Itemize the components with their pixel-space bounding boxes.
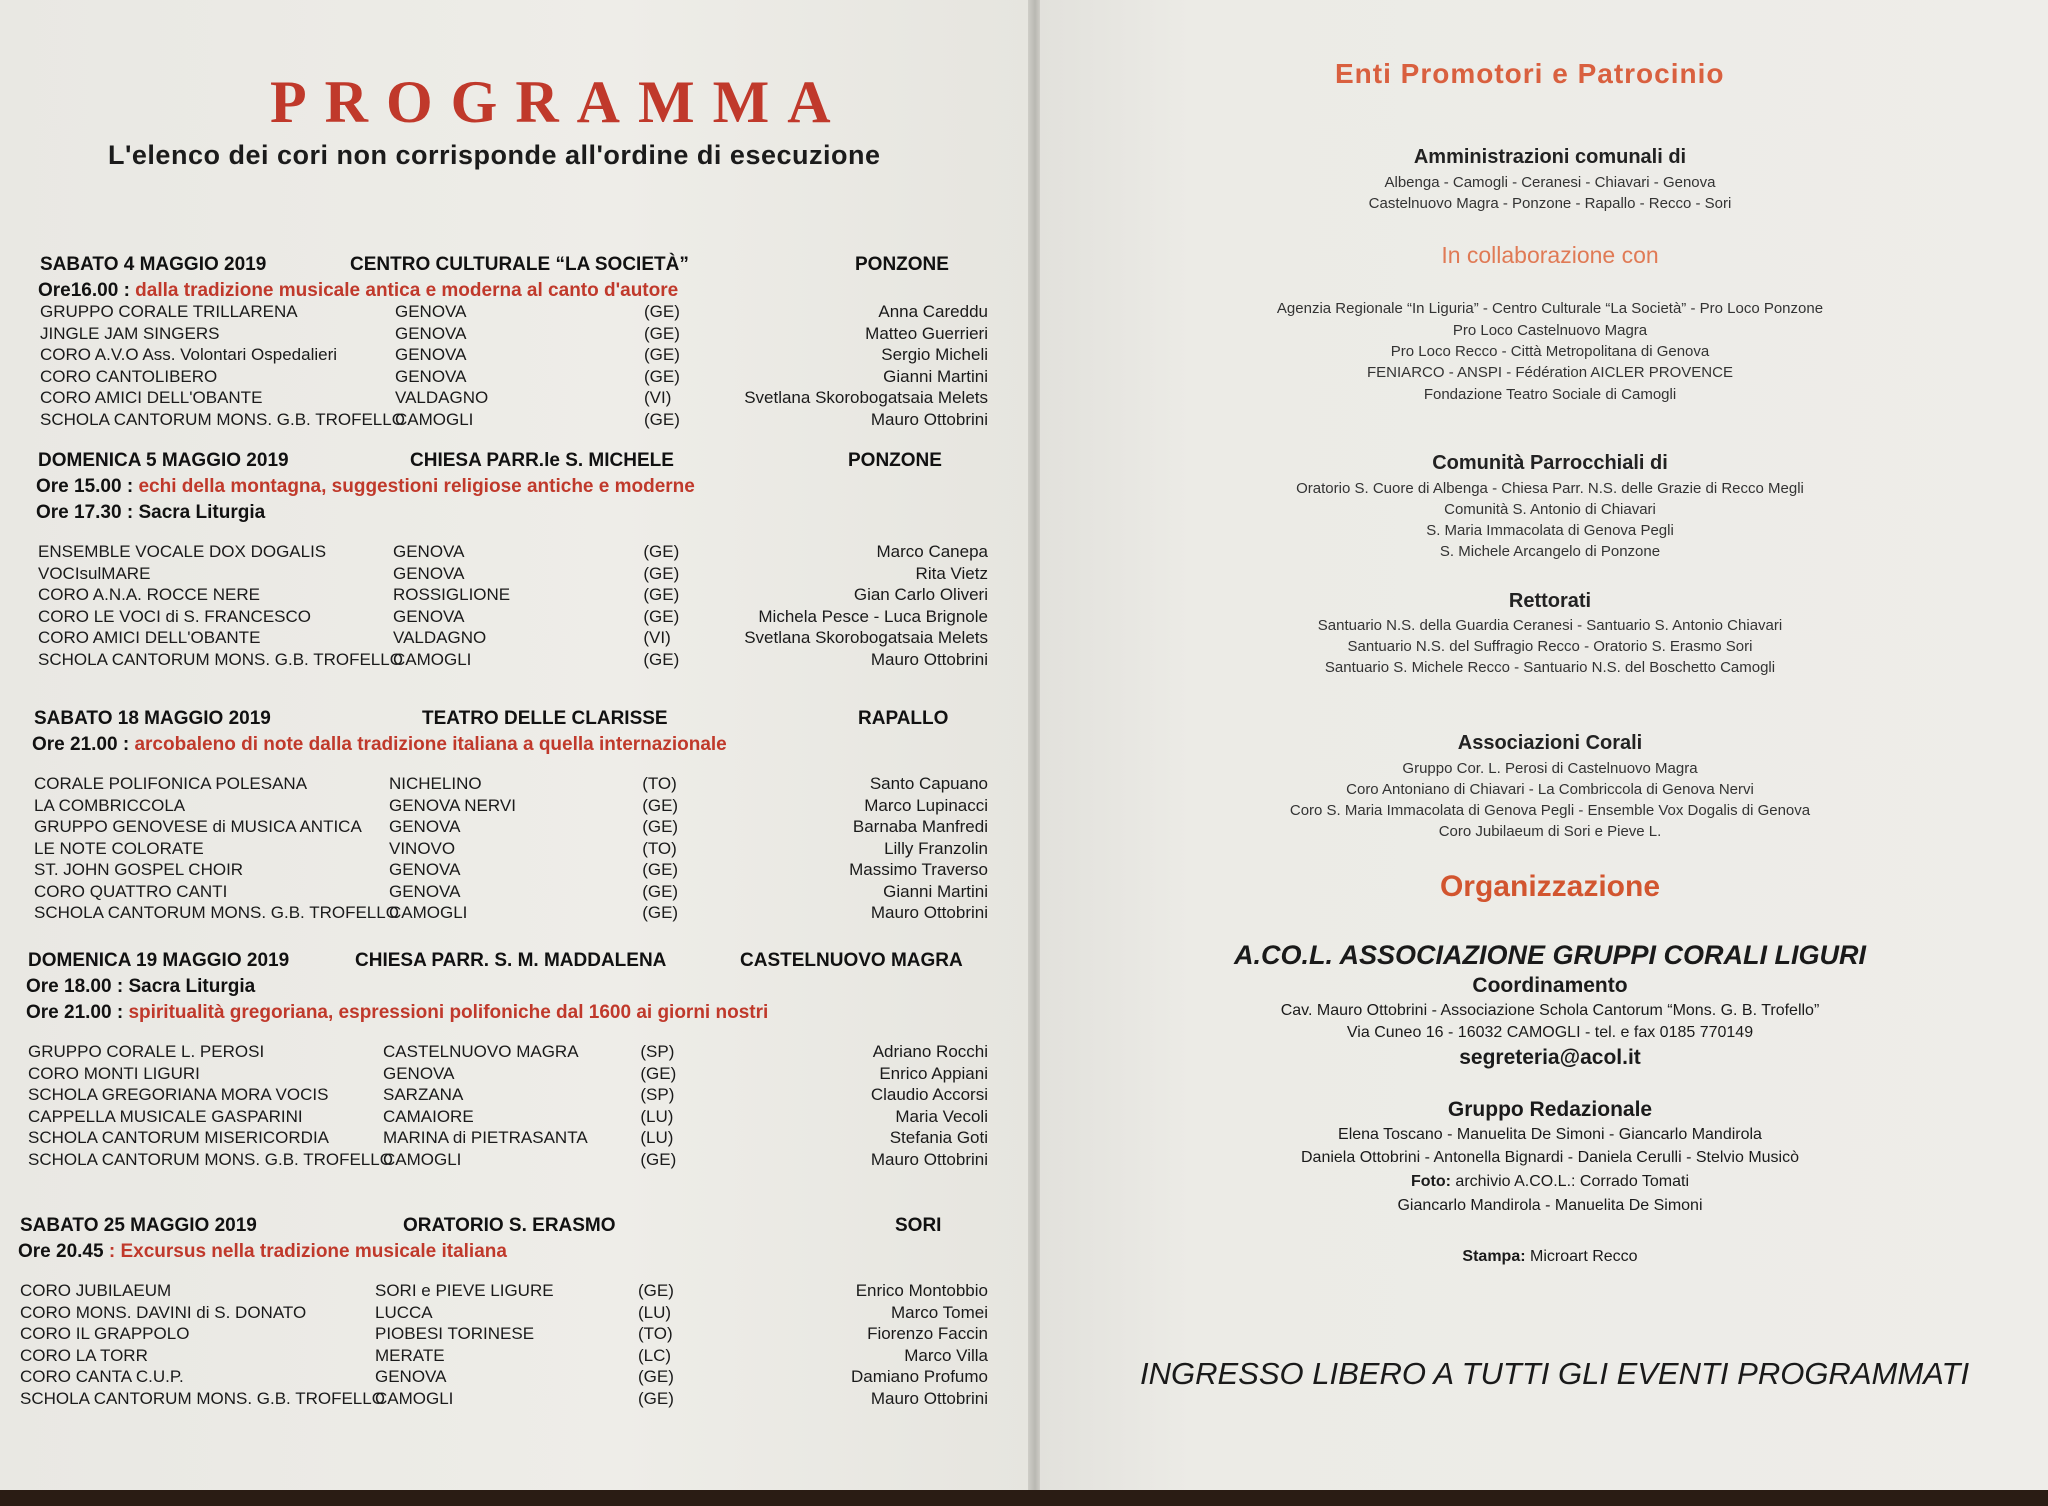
choir-city: GENOVA bbox=[375, 1367, 447, 1386]
event-venue: CHIESA PARR. S. M. MADDALENA bbox=[355, 950, 667, 971]
choir-province: (TO) bbox=[638, 1324, 673, 1343]
choir-name: CORO MONS. DAVINI di S. DONATO bbox=[20, 1302, 307, 1322]
choir-row bbox=[0, 628, 1000, 649]
assoc-line: Coro Jubilaeum di Sori e Pieve L. bbox=[1438, 823, 1662, 840]
choir-row bbox=[0, 774, 1000, 795]
print-credit bbox=[1100, 1248, 2000, 1266]
choir-row bbox=[0, 1281, 1000, 1302]
choir-director: Claudio Accorsi bbox=[870, 1085, 988, 1104]
time-label: Ore 18.00 : Sacra Liturgia bbox=[26, 976, 256, 997]
choir-province: (LU) bbox=[638, 1302, 672, 1322]
event-venue: CHIESA PARR.le S. MICHELE bbox=[410, 450, 674, 471]
time-label: Ore 20.45 bbox=[18, 1241, 104, 1262]
choir-row bbox=[0, 345, 1000, 366]
event-date: DOMENICA 5 MAGGIO 2019 bbox=[38, 450, 289, 471]
choir-city: VALDAGNO bbox=[395, 388, 489, 407]
email-link[interactable]: segreteria@acol.it bbox=[1459, 1046, 1641, 1069]
choir-director: Enrico Montobbio bbox=[855, 1281, 988, 1300]
assoc-heading: Associazioni Corali bbox=[1457, 732, 1643, 754]
choir-director: Lilly Franzolin bbox=[884, 838, 988, 858]
choir-city: GENOVA bbox=[389, 817, 461, 836]
choir-province: (GE) bbox=[640, 1149, 677, 1169]
choir-province: (GE) bbox=[644, 409, 680, 429]
choir-row bbox=[0, 860, 1000, 881]
choir-row bbox=[0, 650, 1000, 671]
choir-row bbox=[0, 1367, 1000, 1388]
choir-city: MERATE bbox=[375, 1345, 445, 1365]
choir-name: SCHOLA GREGORIANA MORA VOCIS bbox=[28, 1085, 329, 1104]
choir-city: VALDAGNO bbox=[393, 628, 487, 647]
editorial-line: Elena Toscano - Manuelita De Simoni - Giancarlo Mandirola bbox=[1338, 1126, 1762, 1143]
choir-city: GENOVA bbox=[395, 323, 467, 343]
event-time bbox=[18, 1241, 507, 1263]
choir-director: Adriano Rocchi bbox=[872, 1042, 988, 1061]
collab-line: Pro Loco Castelnuovo Magra bbox=[1452, 322, 1648, 339]
choir-city: GENOVA NERVI bbox=[389, 795, 516, 815]
rect-line: Santuario N.S. della Guardia Ceranesi - Santuario S. Antonio Chiavari bbox=[1317, 617, 1783, 634]
admin-line: Albenga - Camogli - Ceranesi - Chiavari - Genova bbox=[1384, 174, 1716, 191]
choir-name: ENSEMBLE VOCALE DOX DOGALIS bbox=[38, 542, 327, 561]
choir-name: CORO LE VOCI di S. FRANCESCO bbox=[38, 606, 311, 626]
time-description: arcobaleno di note dalla tradizione italiana a quella internazionale bbox=[129, 734, 727, 755]
time-description: echi della montagna, suggestioni religiose antiche e moderne bbox=[133, 476, 695, 497]
choir-city: CAMOGLI bbox=[395, 409, 474, 429]
choir-city: GENOVA bbox=[395, 366, 467, 386]
choir-city: GENOVA bbox=[383, 1063, 455, 1083]
event-date: DOMENICA 19 MAGGIO 2019 bbox=[28, 950, 290, 971]
choir-row bbox=[0, 1346, 1000, 1367]
time-description: : Excursus nella tradizione musicale italiana bbox=[103, 1241, 507, 1262]
choir-name: SCHOLA CANTORUM MONS. G.B. TROFELLO bbox=[40, 409, 405, 429]
choir-province: (TO) bbox=[642, 774, 677, 793]
choir-province: (GE) bbox=[643, 585, 680, 604]
choir-director: Svetlana Skorobogatsaia Melets bbox=[744, 628, 988, 647]
choir-director: Fiorenzo Faccin bbox=[867, 1324, 988, 1343]
parish-heading: Comunità Parrocchiali di bbox=[1432, 452, 1668, 474]
assoc-line: Coro Antoniano di Chiavari - La Combriccola di Genova Nervi bbox=[1346, 781, 1754, 798]
choir-province: (GE) bbox=[638, 1281, 674, 1300]
choir-row bbox=[0, 388, 1000, 409]
assoc-line: Coro S. Maria Immacolata di Genova Pegli - Ensemble Vox Dogalis di Genova bbox=[1289, 802, 1811, 819]
choir-director: Barnaba Manfredi bbox=[852, 817, 988, 836]
choir-city: GENOVA bbox=[393, 563, 465, 583]
photo-label: Foto: bbox=[1410, 1173, 1451, 1190]
choir-name: CORO JUBILAEUM bbox=[20, 1281, 172, 1300]
choir-name: SCHOLA CANTORUM MONS. G.B. TROFELLO bbox=[34, 903, 399, 922]
choir-director: Marco Villa bbox=[904, 1345, 988, 1365]
event-time bbox=[26, 1002, 768, 1024]
organization-heading: Organizzazione bbox=[1439, 870, 1661, 903]
choir-name: CORALE POLIFONICA POLESANA bbox=[34, 774, 308, 793]
choir-city: SORI e PIEVE LIGURE bbox=[375, 1281, 554, 1300]
choir-row bbox=[0, 324, 1000, 345]
choir-row bbox=[0, 817, 1000, 838]
choir-province: (LU) bbox=[640, 1106, 674, 1126]
choir-director: Matteo Guerrieri bbox=[865, 323, 988, 343]
choir-province: (GE) bbox=[644, 366, 680, 386]
program-subtitle: L'elenco dei cori non corrisponde all'ordine di esecuzione bbox=[108, 140, 881, 170]
choir-row bbox=[0, 367, 1000, 388]
choir-province: (VI) bbox=[643, 628, 671, 647]
choir-province: (GE) bbox=[642, 860, 679, 879]
choir-row bbox=[0, 839, 1000, 860]
choir-city: VINOVO bbox=[389, 838, 456, 858]
choir-city: CAMOGLI bbox=[375, 1388, 454, 1408]
choir-city: NICHELINO bbox=[389, 774, 482, 793]
event-date: SABATO 18 MAGGIO 2019 bbox=[34, 708, 271, 729]
time-label: Ore16.00 : bbox=[38, 280, 130, 301]
choir-city: PIOBESI TORINESE bbox=[375, 1324, 535, 1343]
event-time bbox=[36, 476, 695, 498]
choir-director: Mauro Ottobrini bbox=[870, 1149, 988, 1169]
choir-director: Enrico Appiani bbox=[879, 1063, 988, 1083]
event-venue: TEATRO DELLE CLARISSE bbox=[422, 708, 668, 729]
choir-row bbox=[0, 903, 1000, 924]
choir-row bbox=[0, 1085, 1000, 1106]
coord-heading: Coordinamento bbox=[1472, 974, 1628, 997]
print-text: Microart Recco bbox=[1525, 1248, 1638, 1265]
event-city: CASTELNUOVO MAGRA bbox=[740, 950, 963, 971]
choir-row bbox=[0, 1064, 1000, 1085]
time-label: Ore 17.30 : Sacra Liturgia bbox=[36, 502, 266, 523]
admin-heading: Amministrazioni comunali di bbox=[1413, 146, 1687, 168]
choir-name: CORO CANTA C.U.P. bbox=[20, 1367, 184, 1386]
time-description: spiritualità gregoriana, espressioni polifoniche dal 1600 ai giorni nostri bbox=[123, 1002, 769, 1023]
choir-name: SCHOLA CANTORUM MONS. G.B. TROFELLO bbox=[20, 1388, 385, 1408]
choir-director: Gianni Martini bbox=[883, 366, 988, 386]
choir-director: Mauro Ottobrini bbox=[870, 409, 988, 429]
choir-director: Gianni Martini bbox=[883, 881, 988, 901]
collab-line: FENIARCO - ANSPI - Fédération AICLER PROVENCE bbox=[1367, 364, 1733, 381]
choir-director: Marco Canepa bbox=[876, 542, 988, 561]
free-entry-footer: INGRESSO LIBERO A TUTTI GLI EVENTI PROGRAMMATI bbox=[1140, 1356, 1970, 1391]
event-city: SORI bbox=[895, 1215, 942, 1236]
choir-province: (GE) bbox=[643, 649, 680, 669]
choir-city: GENOVA bbox=[393, 542, 465, 561]
time-label: Ore 15.00 : bbox=[36, 476, 134, 497]
event-time bbox=[26, 976, 255, 998]
collab-line: Fondazione Teatro Sociale di Camogli bbox=[1423, 386, 1677, 403]
choir-name: CORO A.N.A. ROCCE NERE bbox=[38, 585, 260, 604]
choir-city: LUCCA bbox=[375, 1302, 433, 1322]
choir-province: (SP) bbox=[640, 1085, 675, 1104]
acol-name: A.CO.L. ASSOCIAZIONE GRUPPI CORALI LIGURI bbox=[1233, 940, 1867, 970]
choir-director: Stefania Goti bbox=[889, 1128, 988, 1147]
choir-director: Mauro Ottobrini bbox=[870, 903, 988, 922]
collab-line: Pro Loco Recco - Città Metropolitana di Genova bbox=[1390, 343, 1710, 360]
collab-heading: In collaborazione con bbox=[1441, 242, 1659, 268]
choir-row bbox=[0, 796, 1000, 817]
choir-name: LA COMBRICCOLA bbox=[34, 795, 186, 815]
choir-province: (LU) bbox=[640, 1128, 674, 1147]
event-venue: CENTRO CULTURALE “LA SOCIETÀ” bbox=[350, 254, 689, 275]
choir-row bbox=[0, 1150, 1000, 1171]
choir-name: CORO LA TORR bbox=[20, 1345, 148, 1365]
choir-director: Gian Carlo Oliveri bbox=[853, 585, 988, 604]
choir-province: (GE) bbox=[643, 563, 680, 583]
parish-line: S. Maria Immacolata di Genova Pegli bbox=[1426, 522, 1674, 539]
table-edge bbox=[0, 1490, 2048, 1506]
choir-name: CORO AMICI DELL'OBANTE bbox=[38, 628, 261, 647]
choir-row bbox=[0, 1389, 1000, 1410]
choir-name: GRUPPO CORALE TRILLARENA bbox=[40, 302, 298, 321]
choir-province: (TO) bbox=[642, 838, 677, 858]
collab-line: Agenzia Regionale “In Liguria” - Centro Culturale “La Società” - Pro Loco Ponzone bbox=[1276, 300, 1824, 317]
rect-line: Santuario S. Michele Recco - Santuario N.S. del Boschetto Camogli bbox=[1324, 659, 1776, 676]
choir-province: (GE) bbox=[644, 323, 680, 343]
choir-province: (GE) bbox=[642, 795, 679, 815]
rect-heading: Rettorati bbox=[1508, 590, 1592, 612]
choir-province: (SP) bbox=[640, 1042, 675, 1061]
choir-name: CORO IL GRAPPOLO bbox=[20, 1324, 190, 1343]
choir-city: CAMOGLI bbox=[389, 903, 468, 922]
choir-city: GENOVA bbox=[395, 345, 467, 364]
choir-name: SCHOLA CANTORUM MONS. G.B. TROFELLO bbox=[28, 1149, 393, 1169]
admin-line: Castelnuovo Magra - Ponzone - Rapallo - Recco - Sori bbox=[1368, 195, 1732, 212]
program-title: PROGRAMMA bbox=[270, 69, 849, 135]
choir-director: Rita Vietz bbox=[915, 563, 988, 583]
parish-line: Comunità S. Antonio di Chiavari bbox=[1444, 501, 1656, 518]
coord-line: Via Cuneo 16 - 16032 CAMOGLI - tel. e fax 0185 770149 bbox=[1346, 1024, 1754, 1041]
choir-city: MARINA di PIETRASANTA bbox=[383, 1128, 588, 1147]
choir-director: Anna Careddu bbox=[878, 302, 988, 321]
choir-province: (GE) bbox=[644, 345, 680, 364]
choir-row bbox=[0, 1324, 1000, 1345]
left-page bbox=[0, 0, 1030, 1490]
choir-province: (GE) bbox=[643, 606, 680, 626]
choir-province: (GE) bbox=[642, 817, 679, 836]
choir-director: Massimo Traverso bbox=[849, 860, 988, 879]
choir-city: CAMOGLI bbox=[383, 1149, 462, 1169]
choir-director: Svetlana Skorobogatsaia Melets bbox=[744, 388, 988, 407]
choir-name: JINGLE JAM SINGERS bbox=[40, 323, 220, 343]
event-city: PONZONE bbox=[855, 254, 949, 275]
choir-city: ROSSIGLIONE bbox=[393, 585, 511, 604]
print-label: Stampa: bbox=[1462, 1248, 1526, 1265]
time-label: Ore 21.00 : bbox=[32, 734, 130, 755]
choir-row bbox=[0, 607, 1000, 628]
choir-row bbox=[0, 882, 1000, 903]
choir-name: CORO QUATTRO CANTI bbox=[34, 881, 228, 901]
choir-row bbox=[0, 542, 1000, 563]
choir-name: CORO CANTOLIBERO bbox=[40, 366, 218, 386]
event-city: RAPALLO bbox=[858, 708, 949, 729]
choir-province: (GE) bbox=[642, 881, 679, 901]
choir-director: Santo Capuano bbox=[869, 774, 988, 793]
choir-province: (GE) bbox=[644, 302, 680, 321]
choir-director: Mauro Ottobrini bbox=[870, 649, 988, 669]
choir-city: GENOVA bbox=[389, 860, 461, 879]
choir-name: GRUPPO CORALE L. PEROSI bbox=[28, 1042, 265, 1061]
choir-director: Maria Vecoli bbox=[895, 1106, 988, 1126]
choir-row bbox=[0, 1303, 1000, 1324]
photo-text: archivio A.CO.L.: Corrado Tomati bbox=[1450, 1173, 1689, 1190]
choir-name: CAPPELLA MUSICALE GASPARINI bbox=[28, 1106, 303, 1126]
choir-city: SARZANA bbox=[383, 1085, 464, 1104]
choir-director: Mauro Ottobrini bbox=[870, 1388, 988, 1408]
choir-name: CORO MONTI LIGURI bbox=[28, 1063, 200, 1083]
choir-director: Marco Lupinacci bbox=[864, 795, 988, 815]
event-time bbox=[32, 734, 727, 756]
choir-row bbox=[0, 585, 1000, 606]
choir-director: Damiano Profumo bbox=[850, 1367, 988, 1386]
choir-name: GRUPPO GENOVESE di MUSICA ANTICA bbox=[34, 817, 362, 836]
choir-name: SCHOLA CANTORUM MISERICORDIA bbox=[28, 1128, 330, 1147]
choir-row bbox=[0, 1128, 1000, 1149]
photo-credit bbox=[1100, 1173, 2000, 1191]
choir-row bbox=[0, 564, 1000, 585]
editorial-heading: Gruppo Redazionale bbox=[1447, 1098, 1653, 1121]
choir-name: LE NOTE COLORATE bbox=[34, 838, 204, 858]
choir-city: CAMOGLI bbox=[393, 649, 472, 669]
choir-name: CORO AMICI DELL'OBANTE bbox=[40, 388, 263, 407]
parish-line: S. Michele Arcangelo di Ponzone bbox=[1439, 543, 1661, 560]
parish-line: Oratorio S. Cuore di Albenga - Chiesa Parr. N.S. delle Grazie di Recco Megli bbox=[1296, 480, 1804, 497]
choir-director: Marco Tomei bbox=[891, 1302, 988, 1322]
photo-credit-line2: Giancarlo Mandirola - Manuelita De Simoni bbox=[1397, 1197, 1703, 1214]
choir-city: GENOVA bbox=[393, 606, 465, 626]
event-venue: ORATORIO S. ERASMO bbox=[403, 1215, 616, 1236]
choir-province: (LC) bbox=[638, 1345, 672, 1365]
promoters-title: Enti Promotori e Patrocinio bbox=[1335, 58, 1725, 89]
choir-city: GENOVA bbox=[395, 302, 467, 321]
choir-province: (VI) bbox=[644, 388, 672, 407]
choir-row bbox=[0, 302, 1000, 323]
event-date: SABATO 25 MAGGIO 2019 bbox=[20, 1215, 257, 1236]
choir-row bbox=[0, 1042, 1000, 1063]
choir-row bbox=[0, 410, 1000, 431]
time-description: dalla tradizione musicale antica e moderna al canto d'autore bbox=[129, 280, 679, 301]
choir-row bbox=[0, 1107, 1000, 1128]
choir-province: (GE) bbox=[638, 1367, 674, 1386]
rect-line: Santuario N.S. del Suffragio Recco - Oratorio S. Erasmo Sori bbox=[1347, 638, 1753, 655]
event-date: SABATO 4 MAGGIO 2019 bbox=[40, 254, 267, 275]
choir-name: CORO A.V.O Ass. Volontari Ospedalieri bbox=[40, 345, 338, 364]
editorial-line: Daniela Ottobrini - Antonella Bignardi - Daniela Cerulli - Stelvio Musicò bbox=[1300, 1149, 1799, 1166]
choir-name: SCHOLA CANTORUM MONS. G.B. TROFELLO bbox=[38, 649, 403, 669]
choir-province: (GE) bbox=[638, 1388, 674, 1408]
time-label: Ore 21.00 : bbox=[26, 1002, 124, 1023]
choir-city: GENOVA bbox=[389, 881, 461, 901]
choir-city: CAMAIORE bbox=[383, 1106, 474, 1126]
event-time bbox=[38, 280, 678, 302]
choir-province: (GE) bbox=[640, 1063, 677, 1083]
choir-province: (GE) bbox=[643, 542, 680, 561]
choir-city: CASTELNUOVO MAGRA bbox=[383, 1042, 579, 1061]
event-time bbox=[36, 502, 265, 524]
choir-name: VOCIsulMARE bbox=[38, 563, 151, 583]
choir-province: (GE) bbox=[642, 903, 679, 922]
choir-name: ST. JOHN GOSPEL CHOIR bbox=[34, 860, 244, 879]
coord-line: Cav. Mauro Ottobrini - Associazione Schola Cantorum “Mons. G. B. Trofello” bbox=[1280, 1002, 1820, 1019]
event-city: PONZONE bbox=[848, 450, 942, 471]
choir-director: Michela Pesce - Luca Brignole bbox=[758, 606, 988, 626]
choir-director: Sergio Micheli bbox=[881, 345, 988, 364]
assoc-line: Gruppo Cor. L. Perosi di Castelnuovo Magra bbox=[1402, 760, 1698, 777]
